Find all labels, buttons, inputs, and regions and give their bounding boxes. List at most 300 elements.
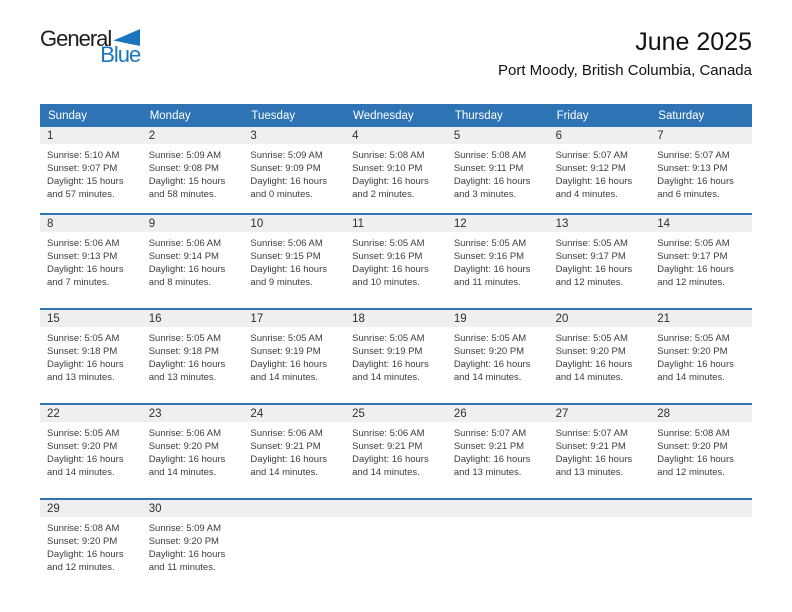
day-number-band: [447, 127, 549, 144]
daylight-line: [352, 175, 443, 201]
sunrise-label: Sunrise:: [250, 238, 286, 249]
day-number-band: [549, 500, 651, 517]
weekday-header-sunday: Sunday: [48, 109, 88, 122]
sunset-label: Sunset:: [352, 346, 385, 357]
sunrise-value: 5:05 AM: [694, 333, 730, 344]
daylight-value: 16 hours and 12 minutes.: [657, 454, 734, 478]
daylight-line: [657, 263, 748, 289]
weekday-header-friday: Friday: [556, 109, 589, 122]
day-cell: [345, 215, 447, 308]
daylight-line: [352, 358, 443, 384]
day-info: [345, 422, 447, 479]
daylight-line: [556, 175, 647, 201]
sunrise-label: Sunrise:: [657, 428, 693, 439]
sunrise-value: 5:05 AM: [84, 333, 120, 344]
day-number-band: [40, 127, 142, 144]
day-info: [142, 517, 244, 574]
sunset-label: Sunset:: [148, 346, 181, 357]
day-number: 8: [47, 217, 54, 230]
day-info: [447, 422, 549, 479]
daylight-value: 16 hours and 7 minutes.: [47, 264, 124, 288]
daylight-line: [556, 358, 647, 384]
sunset-label: Sunset:: [657, 163, 690, 174]
sunset-value: 9:10 PM: [387, 163, 423, 174]
daylight-line: [657, 453, 748, 479]
daylight-label: Daylight:: [47, 176, 84, 187]
sunset-value: 9:20 PM: [488, 346, 525, 357]
daylight-value: 16 hours and 0 minutes.: [250, 176, 328, 200]
daylight-label: Daylight:: [657, 359, 695, 370]
day-number: 26: [453, 407, 467, 420]
day-number: 22: [47, 407, 60, 420]
day-number: 28: [657, 407, 671, 420]
weekday-header-saturday: Saturday: [658, 109, 705, 122]
sunset-value: 9:14 PM: [183, 251, 219, 262]
daylight-label: Daylight:: [148, 454, 186, 465]
day-cell: [549, 310, 651, 403]
day-number-band: [142, 500, 244, 517]
sunset-label: Sunset:: [47, 163, 80, 174]
daylight-value: 16 hours and 13 minutes.: [47, 359, 124, 383]
sunset-value: 9:21 PM: [590, 441, 626, 452]
day-number: 3: [250, 129, 257, 142]
sunset-label: Sunset:: [453, 346, 487, 357]
sunrise-label: Sunrise:: [47, 238, 82, 249]
sunset-label: Sunset:: [250, 163, 283, 174]
sunset-value: 9:21 PM: [285, 441, 321, 452]
daylight-value: 15 hours and 57 minutes.: [47, 176, 124, 200]
day-cell: [243, 405, 345, 498]
week-row: [40, 127, 752, 213]
day-number-band: [549, 127, 651, 144]
daylight-value: 16 hours and 14 minutes.: [250, 359, 328, 383]
daylight-label: Daylight:: [555, 454, 593, 465]
daylight-line: [454, 263, 545, 289]
sunrise-line: [47, 332, 138, 345]
day-info: [142, 232, 244, 289]
sunset-value: 9:20 PM: [183, 536, 219, 547]
daylight-value: 16 hours and 3 minutes.: [453, 176, 531, 200]
day-number-band: [142, 310, 244, 327]
day-number-band: [650, 215, 752, 232]
sunrise-label: Sunrise:: [47, 428, 82, 439]
day-number-band: [345, 215, 447, 232]
day-number-band: [142, 405, 244, 422]
daylight-line: [657, 175, 748, 201]
daylight-value: 16 hours and 14 minutes.: [555, 359, 633, 383]
daylight-line: [47, 263, 138, 289]
sunset-line: [352, 345, 443, 358]
day-number: 13: [555, 217, 569, 230]
day-cell: [243, 310, 345, 403]
daylight-line: [556, 453, 647, 479]
sunset-line: [556, 345, 647, 358]
sunrise-value: 5:07 AM: [694, 150, 730, 161]
day-info: [650, 327, 752, 384]
daylight-value: 16 hours and 9 minutes.: [250, 264, 328, 288]
day-info: [243, 144, 345, 201]
sunset-value: 9:19 PM: [285, 346, 321, 357]
day-info: [142, 144, 244, 201]
day-cell: [243, 127, 345, 213]
day-info: [549, 422, 651, 479]
day-info: [549, 327, 651, 384]
sunset-label: Sunset:: [657, 441, 690, 452]
day-info: [447, 327, 549, 384]
sunrise-line: [47, 149, 138, 162]
sunrise-line: [47, 522, 138, 535]
sunrise-label: Sunrise:: [148, 333, 184, 344]
daylight-label: Daylight:: [47, 454, 84, 465]
sunrise-line: [47, 427, 138, 440]
day-number-band: [40, 500, 142, 517]
sunrise-line: [250, 427, 341, 440]
sunset-line: [250, 162, 341, 175]
day-number-band: [40, 405, 142, 422]
sunrise-value: 5:05 AM: [389, 238, 425, 249]
sunrise-line: [556, 149, 647, 162]
day-cell: [549, 215, 651, 308]
sunset-label: Sunset:: [555, 346, 588, 357]
daylight-line: [47, 175, 138, 201]
daylight-label: Daylight:: [47, 359, 84, 370]
day-number-band: [345, 310, 447, 327]
week-row: [40, 308, 752, 403]
daylight-label: Daylight:: [555, 264, 593, 275]
day-number-band: [650, 310, 752, 327]
sunset-label: Sunset:: [250, 346, 283, 357]
sunrise-value: 5:07 AM: [593, 150, 628, 161]
sunrise-line: [352, 149, 443, 162]
sunset-value: 9:20 PM: [590, 346, 626, 357]
sunrise-label: Sunrise:: [352, 238, 387, 249]
day-number: 4: [352, 129, 359, 142]
daylight-line: [454, 453, 545, 479]
sunset-line: [657, 345, 748, 358]
daylight-line: [250, 263, 341, 289]
sunset-line: [352, 250, 443, 263]
day-info: [243, 232, 345, 289]
daylight-label: Daylight:: [250, 454, 288, 465]
daylight-label: Daylight:: [352, 359, 390, 370]
daylight-label: Daylight:: [250, 359, 288, 370]
sunset-value: 9:20 PM: [183, 441, 219, 452]
day-number: 16: [148, 312, 162, 325]
day-number-band: [650, 500, 752, 517]
daylight-value: 16 hours and 6 minutes.: [657, 176, 734, 200]
daylight-line: [454, 175, 545, 201]
sunrise-line: [657, 237, 748, 250]
day-info: [40, 232, 142, 289]
day-info: [40, 327, 142, 384]
sunrise-value: 5:05 AM: [491, 333, 527, 344]
daylight-label: Daylight:: [352, 454, 390, 465]
day-number-band: [243, 405, 345, 422]
sunset-label: Sunset:: [453, 251, 487, 262]
sunrise-label: Sunrise:: [148, 150, 184, 161]
daylight-line: [250, 453, 341, 479]
sunrise-label: Sunrise:: [352, 150, 387, 161]
day-cell: [40, 310, 142, 403]
sunset-value: 9:11 PM: [488, 163, 524, 174]
day-cell: [345, 310, 447, 403]
sunrise-value: 5:10 AM: [84, 150, 120, 161]
day-number: 29: [47, 502, 60, 515]
daylight-value: 16 hours and 12 minutes.: [555, 264, 633, 288]
day-number-band: [549, 215, 651, 232]
daylight-value: 16 hours and 14 minutes.: [47, 454, 124, 478]
day-number-band: [243, 500, 345, 517]
sunset-label: Sunset:: [47, 536, 80, 547]
daylight-line: [352, 453, 443, 479]
day-cell: [142, 127, 244, 213]
logo-text-blue: Blue: [100, 42, 141, 67]
day-info: [142, 327, 244, 384]
day-number: 12: [453, 217, 467, 230]
day-number-band: [243, 127, 345, 144]
week-row: [40, 403, 752, 498]
weekday-header-monday: Monday: [149, 109, 191, 122]
sunset-value: 9:08 PM: [183, 163, 219, 174]
sunset-value: 9:18 PM: [81, 346, 118, 357]
sunset-line: [454, 162, 545, 175]
day-number: 1: [47, 129, 54, 142]
weekday-header-tuesday: Tuesday: [251, 109, 296, 122]
day-number: 27: [555, 407, 569, 420]
sunset-value: 9:18 PM: [183, 346, 219, 357]
sunrise-value: 5:08 AM: [389, 150, 425, 161]
day-cell: [40, 127, 142, 213]
sunrise-label: Sunrise:: [352, 428, 387, 439]
sunrise-line: [454, 427, 545, 440]
sunrise-label: Sunrise:: [555, 150, 591, 161]
daylight-label: Daylight:: [555, 176, 593, 187]
daylight-label: Daylight:: [555, 359, 593, 370]
day-cell: [447, 500, 549, 593]
sunrise-line: [250, 237, 341, 250]
day-number-band: [447, 405, 549, 422]
sunrise-label: Sunrise:: [47, 333, 82, 344]
sunset-value: 9:16 PM: [387, 251, 423, 262]
day-number-band: [243, 310, 345, 327]
day-cell: [142, 500, 244, 593]
day-info: [650, 144, 752, 201]
sunrise-label: Sunrise:: [47, 523, 82, 534]
day-cell: [243, 500, 345, 593]
sunset-line: [454, 345, 545, 358]
sunset-line: [352, 440, 443, 453]
sunrise-label: Sunrise:: [657, 333, 693, 344]
sunrise-line: [556, 237, 647, 250]
day-cell: [345, 127, 447, 213]
sunrise-label: Sunrise:: [250, 333, 286, 344]
day-info: [447, 144, 549, 201]
daylight-label: Daylight:: [250, 264, 288, 275]
sunset-line: [47, 535, 138, 548]
sunset-label: Sunset:: [657, 346, 690, 357]
day-number-band: [447, 310, 549, 327]
daylight-line: [149, 548, 240, 574]
daylight-label: Daylight:: [250, 176, 288, 187]
day-cell: [650, 127, 752, 213]
sunrise-value: 5:05 AM: [491, 238, 527, 249]
sunset-value: 9:16 PM: [488, 251, 525, 262]
sunset-line: [250, 250, 341, 263]
daylight-label: Daylight:: [47, 549, 84, 560]
sunrise-line: [352, 332, 443, 345]
daylight-value: 16 hours and 11 minutes.: [453, 264, 531, 288]
daylight-value: 15 hours and 58 minutes.: [148, 176, 226, 200]
sunrise-line: [250, 149, 341, 162]
sunset-line: [149, 162, 240, 175]
sunrise-line: [657, 332, 748, 345]
daylight-line: [556, 263, 647, 289]
sunset-label: Sunset:: [555, 251, 588, 262]
sunrise-line: [149, 427, 240, 440]
daylight-line: [149, 175, 240, 201]
sunset-line: [250, 345, 341, 358]
day-info: [447, 232, 549, 289]
sunset-value: 9:21 PM: [387, 441, 423, 452]
day-info: [650, 422, 752, 479]
daylight-label: Daylight:: [657, 454, 695, 465]
sunset-value: 9:13 PM: [692, 163, 728, 174]
day-cell: [447, 310, 549, 403]
daylight-label: Daylight:: [148, 264, 186, 275]
daylight-value: 16 hours and 13 minutes.: [148, 359, 226, 383]
sunrise-value: 5:05 AM: [593, 238, 628, 249]
sunset-label: Sunset:: [555, 441, 588, 452]
sunrise-value: 5:06 AM: [186, 238, 222, 249]
day-cell: [40, 215, 142, 308]
day-number: 25: [352, 407, 365, 420]
sunrise-line: [149, 149, 240, 162]
sunset-line: [149, 440, 240, 453]
day-number-band: [549, 310, 651, 327]
daylight-line: [149, 358, 240, 384]
day-info: [345, 232, 447, 289]
sunrise-label: Sunrise:: [657, 150, 693, 161]
daylight-line: [47, 453, 138, 479]
day-cell: [447, 127, 549, 213]
day-cell: [142, 310, 244, 403]
sunset-label: Sunset:: [352, 163, 385, 174]
day-info: [549, 144, 651, 201]
weekday-header-thursday: Thursday: [454, 109, 503, 122]
sunset-value: 9:13 PM: [81, 251, 118, 262]
daylight-value: 16 hours and 14 minutes.: [453, 359, 531, 383]
week-row: [40, 213, 752, 308]
daylight-value: 16 hours and 14 minutes.: [352, 359, 429, 383]
sunset-line: [149, 535, 240, 548]
sunset-line: [657, 250, 748, 263]
daylight-line: [454, 358, 545, 384]
calendar-table: [40, 104, 752, 593]
day-cell: [40, 500, 142, 593]
sunset-value: 9:20 PM: [81, 441, 118, 452]
sunrise-label: Sunrise:: [555, 333, 591, 344]
sunrise-line: [352, 427, 443, 440]
sunrise-line: [250, 332, 341, 345]
day-number: 19: [453, 312, 467, 325]
sunrise-value: 5:09 AM: [287, 150, 323, 161]
day-info: [549, 232, 651, 289]
daylight-value: 16 hours and 13 minutes.: [453, 454, 531, 478]
daylight-value: 16 hours and 14 minutes.: [657, 359, 734, 383]
sunrise-label: Sunrise:: [453, 150, 489, 161]
sunset-label: Sunset:: [453, 163, 487, 174]
sunrise-value: 5:05 AM: [287, 333, 323, 344]
sunset-line: [47, 162, 138, 175]
day-cell: [650, 405, 752, 498]
sunset-label: Sunset:: [47, 251, 80, 262]
daylight-label: Daylight:: [47, 264, 84, 275]
sunset-label: Sunset:: [250, 251, 283, 262]
general-blue-logo: [40, 28, 140, 66]
sunrise-line: [352, 237, 443, 250]
day-cell: [142, 215, 244, 308]
sunset-line: [250, 440, 341, 453]
sunrise-value: 5:09 AM: [186, 150, 222, 161]
day-number: 14: [657, 217, 671, 230]
sunset-value: 9:09 PM: [285, 163, 321, 174]
daylight-label: Daylight:: [657, 264, 695, 275]
sunset-value: 9:19 PM: [387, 346, 423, 357]
sunset-value: 9:17 PM: [590, 251, 626, 262]
title-block: [498, 28, 752, 81]
day-info: [40, 422, 142, 479]
sunrise-value: 5:05 AM: [694, 238, 730, 249]
day-number-band: [650, 127, 752, 144]
sunset-value: 9:21 PM: [488, 441, 525, 452]
daylight-label: Daylight:: [148, 359, 186, 370]
day-number-band: [447, 215, 549, 232]
day-cell: [549, 405, 651, 498]
day-cell: [40, 405, 142, 498]
sunset-label: Sunset:: [352, 441, 385, 452]
sunrise-line: [556, 332, 647, 345]
day-info: [142, 422, 244, 479]
day-number-band: [40, 215, 142, 232]
sunrise-value: 5:07 AM: [593, 428, 628, 439]
daylight-value: 16 hours and 13 minutes.: [555, 454, 633, 478]
sunrise-line: [149, 237, 240, 250]
daylight-line: [250, 175, 341, 201]
sunset-label: Sunset:: [148, 163, 181, 174]
daylight-value: 16 hours and 14 minutes.: [148, 454, 226, 478]
day-number-band: [142, 127, 244, 144]
day-cell: [243, 215, 345, 308]
daylight-label: Daylight:: [657, 176, 695, 187]
sunset-value: 9:20 PM: [692, 441, 728, 452]
sunrise-label: Sunrise:: [352, 333, 387, 344]
daylight-label: Daylight:: [453, 176, 491, 187]
day-number: 11: [352, 217, 365, 230]
day-number-band: [650, 405, 752, 422]
sunrise-line: [657, 427, 748, 440]
sunset-value: 9:20 PM: [692, 346, 728, 357]
sunrise-value: 5:07 AM: [491, 428, 527, 439]
day-number-band: [243, 215, 345, 232]
day-info: [650, 232, 752, 289]
sunrise-line: [454, 237, 545, 250]
sunrise-line: [149, 522, 240, 535]
daylight-value: 16 hours and 11 minutes.: [148, 549, 226, 573]
daylight-line: [149, 263, 240, 289]
daylight-value: 16 hours and 14 minutes.: [352, 454, 429, 478]
sunrise-value: 5:06 AM: [287, 428, 323, 439]
daylight-value: 16 hours and 2 minutes.: [352, 176, 429, 200]
